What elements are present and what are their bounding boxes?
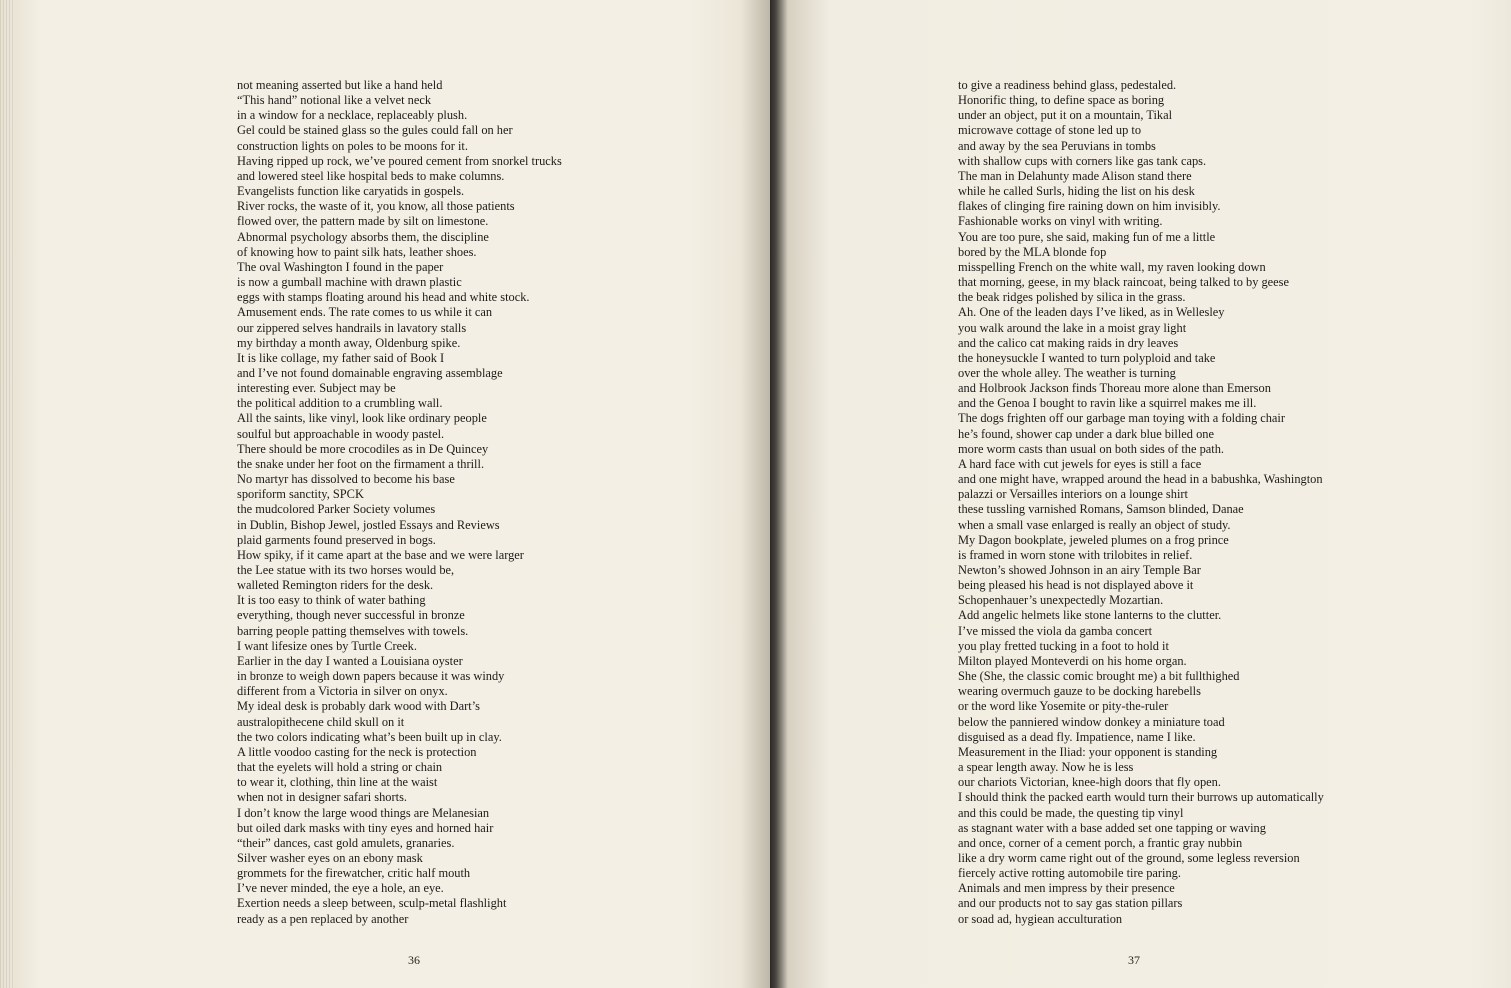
text-line: and once, corner of a cement porch, a frantic gray nubbin [958, 835, 1243, 850]
text-line: eggs with stamps floating around his head and white stock. [237, 290, 530, 305]
text-line: “This hand” notional like a velvet neck [237, 93, 432, 108]
right-page [770, 0, 1511, 988]
text-line: everything, though never successful in bronze [237, 608, 465, 623]
text-line: the Lee statue with its two horses would be, [237, 563, 455, 577]
text-line: soulful but approachable in woody pastel. [237, 426, 445, 441]
text-line: under an object, put it on a mountain, Tikal [958, 108, 1173, 123]
text-line: or the word like Yosemite or pity-the-ruler [958, 699, 1169, 714]
text-line: and away by the sea Peruvians in tombs [958, 138, 1156, 153]
text-line: My Dagon bookplate, jeweled plumes on a frog prince [958, 532, 1229, 547]
text-line: The dogs frighten off our garbage man toying with a folding chair [958, 411, 1286, 426]
text-line: The oval Washington I found in the paper [237, 259, 444, 274]
text-line: disguised as a dead fly. Impatience, name I like. [958, 729, 1196, 744]
text-line: our zippered selves handrails in lavatory stalls [237, 320, 467, 335]
text-line: australopithecene child skull on it [237, 714, 405, 729]
text-line: River rocks, the waste of it, you know, all those patients [237, 199, 515, 214]
text-line: A hard face with cut jewels for eyes is still a face [958, 456, 1202, 471]
text-line: with shallow cups with corners like gas tank caps. [958, 153, 1207, 168]
text-line: Schopenhauer’s unexpectedly Mozartian. [958, 593, 1164, 608]
text-line: being pleased his head is not displayed above it [958, 578, 1194, 593]
text-line: fiercely active rotting automobile tire paring. [958, 866, 1181, 881]
text-line: Milton played Monteverdi on his home organ. [958, 653, 1187, 668]
text-line: more worm casts than usual on both sides of the path. [958, 441, 1225, 456]
text-line: and Holbrook Jackson finds Thoreau more alone than Emerson [958, 381, 1271, 396]
text-line: Evangelists function like caryatids in gospels. [237, 184, 465, 199]
text-line: How spiky, if it came apart at the base and we were larger [237, 547, 524, 562]
text-line: when a small vase enlarged is really an object of study. [958, 517, 1231, 532]
text-line: or soad ad, hygiean acculturation [958, 911, 1123, 926]
text-line: and lowered steel like hospital beds to make columns. [237, 168, 505, 183]
text-line: and our products not to say gas station pillars [958, 896, 1183, 911]
text-line: I’ve never minded, the eye a hole, an eye. [237, 881, 444, 896]
text-line: the two colors indicating what’s been built up in clay. [237, 729, 502, 744]
text-line: plaid garments found preserved in bogs. [237, 532, 436, 547]
text-line: you play fretted tucking in a foot to hold it [958, 638, 1169, 653]
text-line: Earlier in the day I wanted a Louisiana oyster [237, 653, 463, 668]
text-line: and I’ve not found domainable engraving assemblage [237, 365, 503, 380]
text-line: these tussling varnished Romans, Samson blinded, Danae [958, 502, 1244, 517]
text-line: Animals and men impress by their presence [958, 881, 1175, 896]
text-line: flowed over, the pattern made by silt on limestone. [237, 214, 489, 229]
text-line: Fashionable works on vinyl with writing. [958, 214, 1163, 229]
text-line: of knowing how to paint silk hats, leather shoes. [237, 244, 477, 259]
text-line: grommets for the firewatcher, critic half mouth [237, 866, 471, 881]
text-line: that the eyelets will hold a string or chain [237, 760, 443, 775]
text-line: I want lifesize ones by Turtle Creek. [237, 638, 417, 653]
text-line: It is like collage, my father said of Book I [237, 350, 445, 365]
text-line: is now a gumball machine with drawn plastic [237, 275, 462, 290]
text-line: ready as a pen replaced by another [237, 911, 409, 926]
text-line: and one might have, wrapped around the head in a babushka, Washington [958, 472, 1323, 487]
text-line: Exertion needs a sleep between, sculp-metal flashlight [237, 896, 507, 911]
text-line: the political addition to a crumbling wall. [237, 396, 443, 411]
text-line: when not in designer safari shorts. [237, 790, 407, 805]
text-line: Amusement ends. The rate comes to us while it can [237, 305, 493, 320]
text-line: the mudcolored Parker Society volumes [237, 502, 436, 517]
text-line: that morning, geese, in my black raincoat, being talked to by geese [958, 275, 1290, 290]
text-line: Measurement in the Iliad: your opponent is standing [958, 744, 1218, 759]
text-line: wearing overmuch gauze to be docking harebells [958, 684, 1201, 699]
text-line: our chariots Victorian, knee-high doors that fly open. [958, 775, 1221, 790]
text-line: not meaning asserted but like a hand held [237, 78, 443, 92]
left-page-number: 36 [408, 953, 420, 967]
text-line: the honeysuckle I wanted to turn polyploid and take [958, 350, 1216, 365]
text-line: he’s found, shower cap under a dark blue billed one [958, 426, 1214, 441]
text-line: different from a Victoria in silver on onyx. [237, 684, 448, 699]
text-line: in a window for a necklace, replaceably plush. [237, 108, 468, 123]
text-line: and the calico cat making raids in dry leaves [958, 335, 1179, 350]
right-poem-text [958, 78, 1324, 927]
text-line: I don’t know the large wood things are Melanesian [237, 805, 490, 820]
text-line: in Dublin, Bishop Jewel, jostled Essays and Reviews [237, 517, 500, 532]
text-line: as stagnant water with a base added set one tapping or waving [958, 820, 1266, 835]
text-line: but oiled dark masks with tiny eyes and horned hair [237, 820, 494, 835]
text-line: is framed in worn stone with trilobites in relief. [958, 547, 1193, 562]
text-line: over the whole alley. The weather is turning [958, 365, 1176, 380]
text-line: Newton’s showed Johnson in an airy Temple Bar [958, 563, 1201, 577]
text-line: construction lights on poles to be moons for it. [237, 138, 468, 153]
text-line: the snake under her foot on the firmament a thrill. [237, 456, 485, 471]
text-line: bored by the MLA blonde fop [958, 244, 1107, 259]
text-line: Add angelic helmets like stone lanterns to the clutter. [958, 608, 1222, 623]
text-line: I’ve missed the viola da gamba concert [958, 623, 1153, 638]
text-line: while he called Surls, hiding the list on his desk [958, 184, 1195, 199]
text-line: No martyr has dissolved to become his base [237, 472, 455, 487]
text-line: like a dry worm came right out of the ground, some legless reversion [958, 850, 1300, 865]
text-line: and this could be made, the questing tip vinyl [958, 805, 1184, 820]
left-poem-text [237, 78, 562, 927]
text-line: flakes of clinging fire raining down on him invisibly. [958, 199, 1221, 214]
text-line: Silver washer eyes on an ebony mask [237, 850, 423, 865]
text-line: misspelling French on the white wall, my raven looking down [958, 259, 1266, 274]
text-line: walleted Remington riders for the desk. [237, 578, 434, 593]
text-line: All the saints, like vinyl, look like ordinary people [237, 411, 487, 426]
text-line: “their” dances, cast gold amulets, granaries. [237, 835, 455, 850]
page-edges [0, 0, 14, 988]
text-line: The man in Delahunty made Alison stand there [958, 168, 1192, 183]
text-line: I should think the packed earth would turn their burrows up automatically [958, 790, 1324, 805]
text-line: There should be more crocodiles as in De Quincey [237, 441, 489, 456]
text-line: Honorific thing, to define space as boring [958, 93, 1165, 108]
text-line: Ah. One of the leaden days I’ve liked, as in Wellesley [958, 305, 1225, 320]
text-line: a spear length away. Now he is less [958, 760, 1134, 775]
text-line: palazzi or Versailles interiors on a lounge shirt [958, 487, 1188, 502]
right-page-number: 37 [1128, 953, 1140, 967]
text-line: and the Genoa I bought to ravin like a squirrel makes me ill. [958, 396, 1257, 411]
text-line: It is too easy to think of water bathing [237, 593, 426, 608]
text-line: Gel could be stained glass so the gules could fall on her [237, 123, 513, 138]
text-line: Abnormal psychology absorbs them, the discipline [237, 229, 489, 244]
text-line: My ideal desk is probably dark wood with Dart’s [237, 699, 480, 714]
text-line: sporiform sanctity, SPCK [237, 487, 364, 502]
text-line: Having ripped up rock, we’ve poured cement from snorkel trucks [237, 153, 562, 168]
text-line: She (She, the classic comic brought me) a bit fullthighed [958, 669, 1240, 684]
text-line: A little voodoo casting for the neck is protection [237, 744, 477, 759]
text-line: to wear it, clothing, thin line at the waist [237, 775, 438, 790]
text-line: below the panniered window donkey a miniature toad [958, 714, 1225, 729]
text-line: interesting ever. Subject may be [237, 381, 396, 396]
text-line: my birthday a month away, Oldenburg spike. [237, 335, 461, 350]
text-line: you walk around the lake in a moist gray light [958, 320, 1187, 335]
text-line: microwave cottage of stone led up to [958, 123, 1142, 138]
text-line: to give a readiness behind glass, pedestaled. [958, 78, 1177, 92]
text-line: You are too pure, she said, making fun of me a little [958, 229, 1216, 244]
text-line: barring people patting themselves with towels. [237, 623, 469, 638]
text-line: the beak ridges polished by silica in the grass. [958, 290, 1186, 305]
text-line: in bronze to weigh down papers because it was windy [237, 669, 505, 684]
